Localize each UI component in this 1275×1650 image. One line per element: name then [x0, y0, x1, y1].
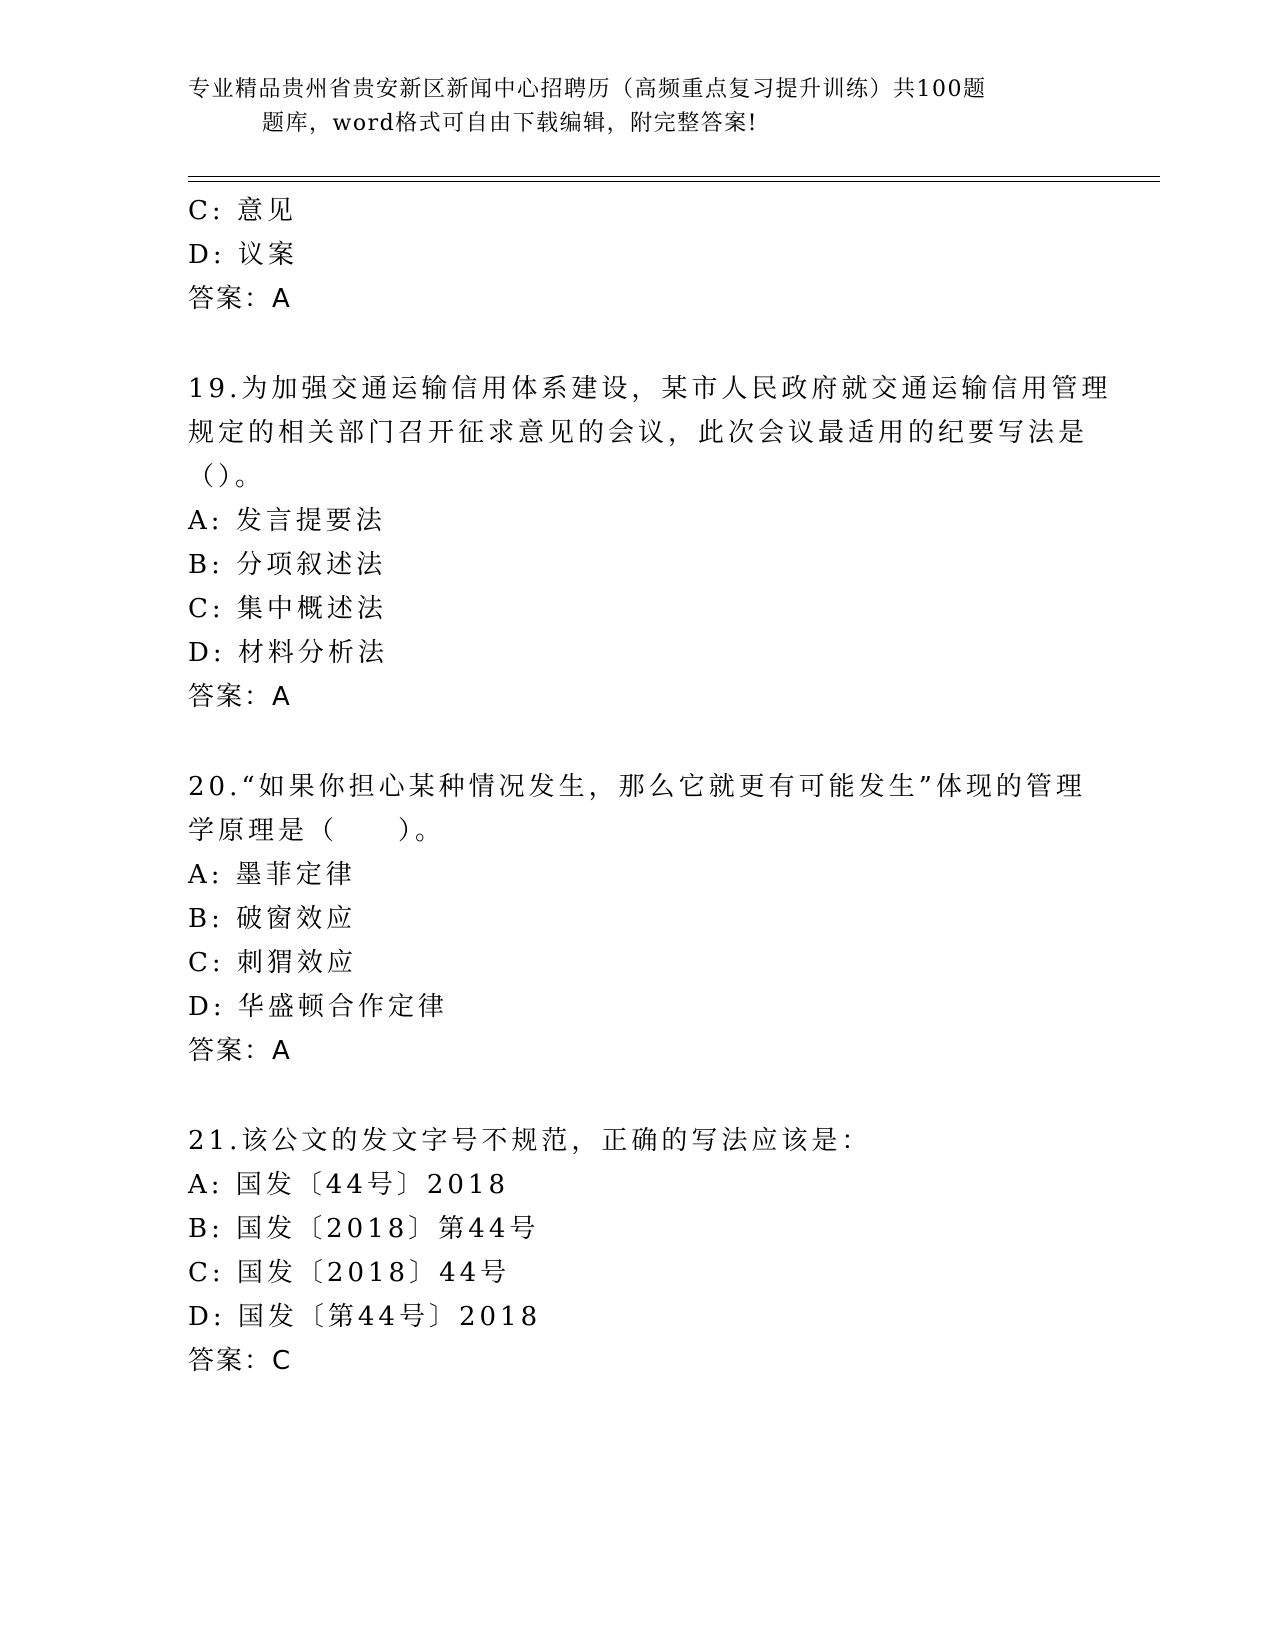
q20-option-a: A: 墨菲定律 [188, 860, 356, 890]
q21-option-a: A: 国发〔44号〕2018 [188, 1170, 510, 1200]
q20-option-d: D: 华盛顿合作定律 [188, 992, 448, 1022]
q20-stem-line1: 20.“如果你担心某种情况发生，那么它就更有可能发生”体现的管理 [188, 772, 1086, 802]
q19-answer: 答案：A [188, 682, 292, 712]
q21-option-c: C: 国发〔2018〕44号 [188, 1258, 511, 1288]
q20-option-b: B: 破窗效应 [188, 904, 357, 934]
header-divider-bottom [188, 181, 1160, 182]
document-title-line2: 题库，word格式可自由下载编辑，附完整答案! [262, 111, 759, 136]
q19-option-d: D: 材料分析法 [188, 638, 388, 668]
q21-option-d: D: 国发〔第44号〕2018 [188, 1302, 542, 1332]
q19-option-b: B: 分项叙述法 [188, 550, 387, 580]
q21-stem-line1: 21.该公文的发文字号不规范，正确的写法应该是： [188, 1126, 872, 1156]
q20-answer: 答案：A [188, 1036, 292, 1066]
q19-stem-line2: 规定的相关部门召开征求意见的会议，此次会议最适用的纪要写法是 [188, 418, 1089, 448]
q20-stem-line2: 学原理是（ ）。 [188, 816, 446, 846]
q18-option-c: C: 意见 [188, 196, 297, 226]
q19-stem-line1: 19.为加强交通运输信用体系建设，某市人民政府就交通运输信用管理 [188, 374, 1112, 404]
q21-answer: 答案：C [188, 1346, 293, 1376]
q18-answer: 答案：A [188, 284, 292, 314]
q19-option-c: C: 集中概述法 [188, 594, 387, 624]
q21-option-b: B: 国发〔2018〕第44号 [188, 1214, 540, 1244]
q19-option-a: A: 发言提要法 [188, 506, 386, 536]
q20-option-c: C: 刺猬效应 [188, 948, 357, 978]
header-divider-top [188, 176, 1160, 177]
q18-option-d: D: 议案 [188, 240, 298, 270]
q19-stem-line3: （）。 [188, 462, 266, 492]
document-title-line1: 专业精品贵州省贵安新区新闻中心招聘历（高频重点复习提升训练）共100题 [188, 77, 987, 102]
